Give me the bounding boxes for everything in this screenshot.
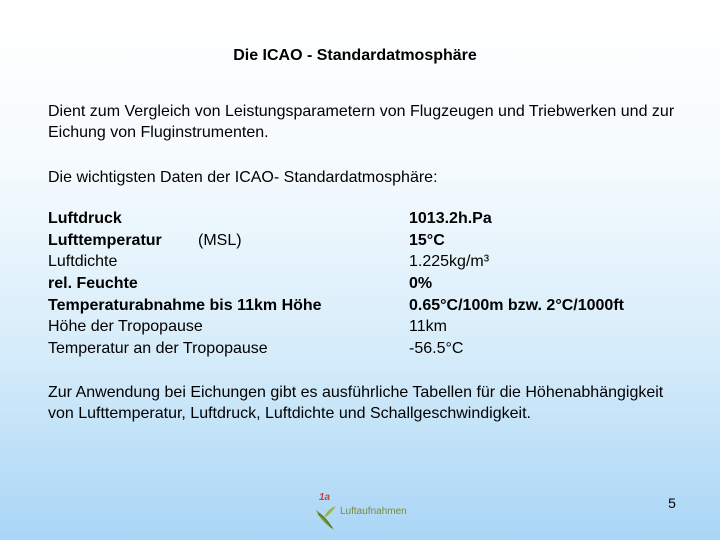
row-label: Luftdruck: [48, 210, 122, 227]
data-row: [48, 338, 688, 360]
data-row: [48, 273, 688, 295]
data-row: [48, 316, 688, 338]
row-label: Höhe der Tropopause: [48, 318, 203, 336]
data-row: [48, 251, 688, 273]
outro-paragraph: Zur Anwendung bei Eichungen gibt es ausführliche Tabellen für die Höhenabhängigkeit von Lufttemperatur, Luftdruck, Luftdichte und Schallgeschwindigkeit.: [48, 384, 664, 422]
row-value: 11km: [409, 318, 447, 336]
row-value: 1.225kg/m³: [409, 253, 490, 271]
data-row: [48, 230, 688, 252]
page-number: 5: [668, 495, 676, 511]
row-value: 0.65°C/100m bzw. 2°C/1000ft: [409, 296, 624, 314]
slide-title: Die ICAO - Standardatmosphäre: [233, 47, 477, 64]
logo-text: Luftaufnahmen: [340, 506, 407, 517]
data-row: [48, 295, 688, 317]
row-value: 0%: [409, 275, 433, 293]
row-value: 15°C: [409, 231, 445, 249]
row-note: (MSL): [198, 231, 242, 249]
data-list: [48, 208, 688, 360]
intro-paragraph: Dient zum Vergleich von Leistungsparametern von Flugzeugen und Triebwerken und zur Eichung von Fluginstrumenten.: [48, 103, 675, 141]
logo: [312, 492, 412, 532]
row-label: Lufttemperatur: [48, 231, 162, 249]
logo-number: 1a: [319, 492, 331, 503]
row-label: Temperaturabnahme bis 11km Höhe: [48, 296, 322, 314]
row-label: rel. Feuchte: [48, 275, 138, 293]
row-label: Temperatur an der Tropopause: [48, 340, 268, 358]
subheading: Die wichtigsten Daten der ICAO- Standardatmosphäre:: [48, 169, 438, 186]
row-value: -56.5°C: [409, 340, 464, 358]
data-row: [48, 208, 688, 230]
row-value: 1013.2h.Pa: [409, 210, 492, 227]
row-label: Luftdichte: [48, 253, 118, 271]
